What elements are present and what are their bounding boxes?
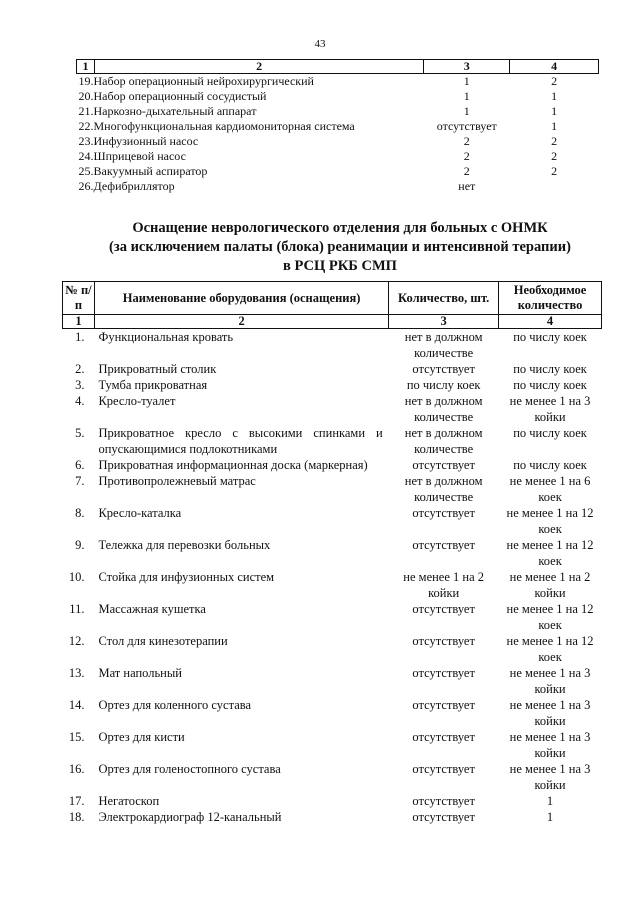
equipment-name: Массажная кушетка (98, 602, 206, 616)
table-row (77, 149, 599, 164)
equipment-name: Стойка для инфузионных систем (98, 570, 275, 584)
row-number: 11. (69, 602, 85, 616)
col-number-1: 1 (63, 315, 95, 329)
quantity: 1 (463, 89, 470, 103)
equipment-name: Кресло-туалет (98, 394, 176, 408)
required-quantity: 1 (546, 810, 554, 824)
table-row (63, 425, 602, 457)
equipment-name: Вакуумный аспиратор (93, 164, 208, 178)
quantity: отсутствует (412, 730, 475, 744)
row-number: 10. (68, 570, 85, 584)
quantity: отсутствует (412, 762, 475, 776)
table-row (77, 179, 599, 194)
quantity: нет в должном количестве (404, 330, 483, 360)
neurology-equipment-table (62, 281, 602, 825)
row-name (77, 104, 424, 119)
equipment-name: Кресло-каталка (98, 506, 182, 520)
equipment-name: Прикроватный столик (98, 362, 217, 376)
col-header-2: 2 (94, 60, 423, 74)
equipment-name: Противопролежневый матрас (98, 474, 256, 488)
required-quantity: по числу коек (513, 426, 587, 440)
quantity: 2 (463, 164, 470, 178)
row-name (77, 134, 424, 149)
row-number: 13. (68, 666, 85, 680)
row-number: 9. (75, 538, 85, 552)
table-header-row (63, 282, 602, 315)
table-row (77, 119, 599, 134)
section-title-line-3: в РСЦ РКБ СМП (283, 258, 397, 274)
row-number: 19. (78, 74, 94, 88)
row-number: 26. (78, 179, 94, 193)
table-row (77, 104, 599, 119)
quantity: отсутствует (412, 506, 475, 520)
equipment-name: Многофункциональная кардиомониторная система (93, 119, 355, 133)
required-quantity: по числу коек (513, 378, 587, 392)
equipment-name: Ортез для голеностопного сустава (98, 762, 281, 776)
table-row (63, 633, 602, 665)
table-row (63, 761, 602, 793)
row-number: 4. (75, 394, 85, 408)
required-quantity: не менее 1 на 3 койки (509, 394, 591, 424)
quantity: отсутствует (412, 602, 475, 616)
row-number: 7. (75, 474, 85, 488)
equipment-name: Наркозно-дыхательный аппарат (93, 104, 257, 118)
table-row (63, 473, 602, 505)
table-row (63, 729, 602, 761)
required-quantity: не менее 1 на 3 койки (509, 666, 591, 696)
table-row (77, 134, 599, 149)
table-row (63, 377, 602, 393)
quantity: 1 (463, 74, 470, 88)
section-title (70, 219, 610, 276)
table-row (77, 89, 599, 104)
table-row (77, 74, 599, 90)
equipment-name: Ортез для кисти (98, 730, 185, 744)
quantity: отсутствует (412, 666, 475, 680)
row-name (77, 149, 424, 164)
row-number: 20. (78, 89, 94, 103)
header-num: № п/п (63, 282, 95, 315)
required-quantity: 1 (546, 794, 554, 808)
quantity: не менее 1 на 2 койки (403, 570, 485, 600)
quantity: отсутствует (412, 362, 475, 376)
row-number: 22. (78, 119, 94, 133)
required-quantity: 2 (551, 74, 558, 88)
required-quantity: 2 (551, 149, 558, 163)
row-number: 17. (68, 794, 85, 808)
quantity: нет (458, 179, 476, 193)
header-qty: Количество, шт. (389, 282, 499, 315)
equipment-table-continued (76, 59, 599, 194)
required-quantity (510, 179, 599, 194)
quantity: отсутствует (436, 119, 497, 133)
table-row (63, 601, 602, 633)
equipment-name: Тумба прикроватная (98, 378, 208, 392)
equipment-name: Прикроватное кресло с высокими спинками и опускающимися подлокотниками (98, 426, 383, 456)
quantity: отсутствует (412, 698, 475, 712)
required-quantity: не менее 1 на 12 коек (506, 634, 594, 664)
quantity: отсутствует (412, 458, 475, 472)
row-number: 3. (75, 378, 85, 392)
row-name (77, 74, 424, 90)
section-title-line-1: Оснащение неврологического отделения для больных с ОНМК (132, 220, 548, 236)
quantity: отсутствует (412, 538, 475, 552)
equipment-name: Функциональная кровать (98, 330, 234, 344)
row-name (77, 89, 424, 104)
column-number-row (63, 315, 602, 329)
required-quantity: 2 (551, 134, 558, 148)
header-need: Необходимое количество (499, 282, 602, 315)
table-row (63, 537, 602, 569)
required-quantity: не менее 1 на 12 коек (506, 602, 594, 632)
col-header-4: 4 (510, 60, 599, 74)
col-header-3: 3 (424, 60, 510, 74)
equipment-name: Тележка для перевозки больных (98, 538, 271, 552)
table-row (63, 329, 602, 362)
required-quantity: не менее 1 на 3 койки (509, 698, 591, 728)
col-number-4: 4 (499, 315, 602, 329)
quantity: отсутствует (412, 794, 475, 808)
row-name (77, 164, 424, 179)
equipment-name: Ортез для коленного сустава (98, 698, 252, 712)
table-row (63, 697, 602, 729)
required-quantity: не менее 1 на 2 койки (509, 570, 591, 600)
quantity: нет в должном количестве (404, 474, 483, 504)
col-header-1: 1 (77, 60, 95, 74)
equipment-name: Стол для кинезотерапии (98, 634, 228, 648)
quantity: нет в должном количестве (404, 394, 483, 424)
required-quantity: 2 (551, 164, 558, 178)
quantity: 2 (463, 134, 470, 148)
required-quantity: 1 (551, 119, 558, 133)
required-quantity: не менее 1 на 6 коек (509, 474, 591, 504)
row-number: 5. (75, 426, 85, 440)
col-number-2: 2 (94, 315, 388, 329)
table-row (77, 164, 599, 179)
required-quantity: по числу коек (513, 362, 587, 376)
row-number: 8. (75, 506, 85, 520)
quantity: нет в должном количестве (404, 426, 483, 456)
row-number: 1. (75, 330, 85, 344)
equipment-name: Набор операционный сосудистый (93, 89, 267, 103)
table-row (63, 569, 602, 601)
required-quantity: не менее 1 на 12 коек (506, 506, 594, 536)
row-number: 18. (68, 810, 85, 824)
row-number: 2. (75, 362, 85, 376)
table-row (63, 793, 602, 809)
required-quantity: по числу коек (513, 458, 587, 472)
row-number: 16. (68, 762, 85, 776)
row-number: 23. (78, 134, 94, 148)
col-number-3: 3 (389, 315, 499, 329)
quantity: отсутствует (412, 634, 475, 648)
section-title-line-2: (за исключением палаты (блока) реанимации и интенсивной терапии) (109, 239, 571, 255)
required-quantity: не менее 1 на 12 коек (506, 538, 594, 568)
equipment-name: Негатоскоп (98, 794, 160, 808)
row-name (77, 119, 424, 134)
row-number: 21. (78, 104, 94, 118)
equipment-name: Мат напольный (98, 666, 182, 680)
equipment-name: Инфузионный насос (93, 134, 199, 148)
quantity: 1 (463, 104, 470, 118)
required-quantity: 1 (551, 104, 558, 118)
equipment-name: Шприцевой насос (93, 149, 186, 163)
required-quantity: 1 (551, 89, 558, 103)
row-number: 24. (78, 149, 94, 163)
equipment-name: Прикроватная информационная доска (маркерная) (98, 458, 368, 472)
required-quantity: не менее 1 на 3 койки (509, 730, 591, 760)
required-quantity: не менее 1 на 3 койки (509, 762, 591, 792)
row-number: 14. (68, 698, 85, 712)
table-header-row (77, 60, 599, 74)
row-number: 6. (75, 458, 85, 472)
table-row (63, 393, 602, 425)
equipment-name: Набор операционный нейрохирургический (93, 74, 314, 88)
table-row (63, 361, 602, 377)
required-quantity: по числу коек (513, 330, 587, 344)
header-name: Наименование оборудования (оснащения) (94, 282, 388, 315)
quantity: 2 (463, 149, 470, 163)
table-row (63, 809, 602, 825)
page-number: 43 (314, 38, 326, 50)
table-row (63, 665, 602, 697)
row-number: 15. (68, 730, 85, 744)
row-name (77, 179, 424, 194)
table-row (63, 505, 602, 537)
row-number: 25. (78, 164, 94, 178)
row-number: 12. (68, 634, 85, 648)
quantity: по числу коек (406, 378, 481, 392)
quantity: отсутствует (412, 810, 475, 824)
equipment-name: Дефибриллятор (93, 179, 175, 193)
equipment-name: Электрокардиограф 12-канальный (98, 810, 282, 824)
table-row (63, 457, 602, 473)
